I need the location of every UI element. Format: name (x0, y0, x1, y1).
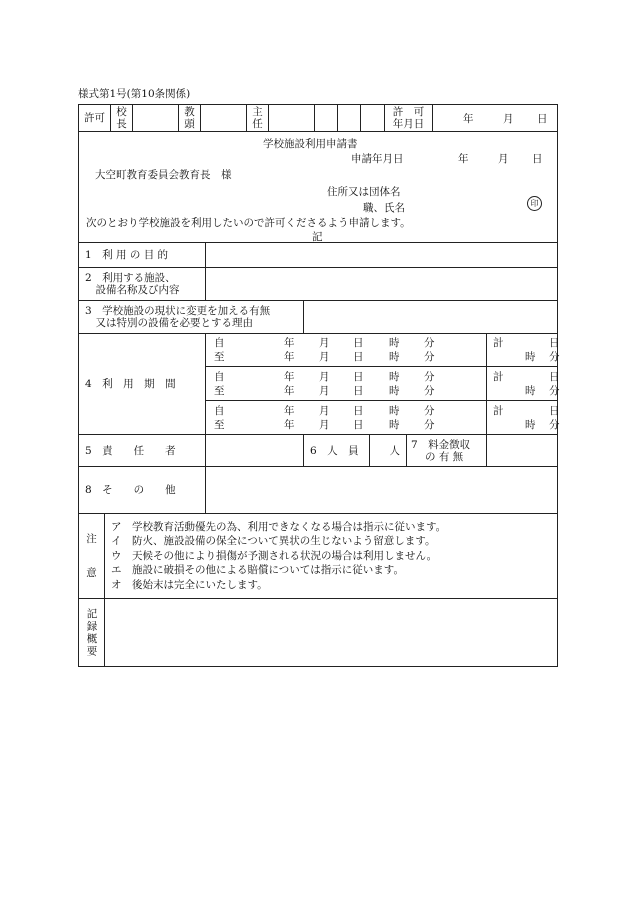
period-range-1[interactable]: 自 年 月 日 時 分 至 年 月 日 時 分 (206, 334, 487, 367)
period-total-1[interactable]: 計 日 時 分 (487, 334, 558, 367)
shunin-label: 主 任 (252, 106, 263, 130)
period-range-2[interactable]: 自 年 月 日 時 分 至 年 月 日 時 分 (206, 367, 487, 401)
shunin-stamp-cell[interactable] (269, 105, 315, 132)
application-date-day[interactable]: 日 (532, 153, 543, 165)
note-item: エ 施設に破損その他による賠償については指示に従います。 (111, 564, 404, 577)
change-label: 3 学校施設の現状に変更を加える有無 又は特別の設備を必要とする理由 (79, 301, 304, 334)
responsible-label: 5 責 任 者 (79, 435, 206, 467)
note-item: イ 防火、施設設備の保全について異状の生じないよう留意します。 (111, 535, 436, 548)
kyoka-date-label: 許 可 年月日 (392, 106, 425, 130)
name-label: 職、氏名 (363, 202, 405, 214)
note-item: ア 学校教育活動優先の為、利用できなくなる場合は指示に従います。 (111, 520, 447, 533)
facility-label: 2 利用する施設、 設備名称及び内容 (79, 268, 206, 301)
note-item: オ 後始末は完全にいたします。 (111, 578, 268, 591)
other-label: 8 そ の 他 (79, 467, 206, 514)
kocho-label: 校 長 (116, 106, 127, 130)
people-field[interactable]: 人 (370, 435, 407, 467)
kyoka-date-field[interactable]: 年 月 日 (433, 105, 558, 132)
kyoto-stamp-cell[interactable] (201, 105, 247, 132)
request-text: 次のとおり学校施設を利用したいので許可くださるよう申請します。 (86, 217, 411, 229)
addressee: 大空町教育委員会教育長 様 (95, 169, 232, 181)
stamp-cell-extra-2[interactable] (338, 105, 361, 132)
application-date-year[interactable]: 年 (458, 153, 469, 165)
period-total-2[interactable]: 計 日 時 分 (487, 367, 558, 401)
application-header (78, 130, 558, 243)
purpose-label: 1 利 用 の 目 的 (79, 243, 206, 268)
kocho-stamp-cell[interactable] (133, 105, 179, 132)
other-field[interactable] (206, 467, 558, 514)
people-label: 6 人 員 (304, 435, 370, 467)
application-date-month[interactable]: 月 (498, 153, 509, 165)
form-title: 学校施設利用申請書 (263, 138, 358, 150)
seal-icon: 印 (527, 196, 542, 211)
fee-label: 7 料金徴収 の 有 無 (407, 435, 487, 467)
main-table (78, 242, 558, 667)
notes-label: 注 意 (79, 514, 105, 599)
notes-list (105, 514, 558, 599)
note-item: ウ 天候その他により損傷が予測される状況の場合は利用しません。 (111, 549, 438, 562)
application-date-label: 申請年月日 (351, 153, 404, 165)
record-field[interactable] (105, 599, 558, 667)
kyoka-label: 許可 (79, 105, 111, 132)
ki-label: 記 (312, 231, 323, 243)
change-field[interactable] (304, 301, 558, 334)
responsible-field[interactable] (206, 435, 304, 467)
period-range-3[interactable]: 自 年 月 日 時 分 至 年 月 日 時 分 (206, 401, 487, 435)
form-caption: 様式第1号(第10条関係) (78, 88, 191, 100)
purpose-field[interactable] (206, 243, 558, 268)
stamp-cell-extra-3[interactable] (361, 105, 385, 132)
record-label: 記録概要 (79, 599, 105, 667)
kyoto-label: 教 頭 (184, 106, 195, 130)
period-total-3[interactable]: 計 日 時 分 (487, 401, 558, 435)
approval-table (78, 104, 558, 132)
address-label: 住所又は団体名 (327, 186, 401, 198)
stamp-cell-extra-1[interactable] (315, 105, 338, 132)
fee-field[interactable] (487, 435, 558, 467)
period-label: 4 利 用 期 間 (79, 334, 206, 435)
facility-field[interactable] (206, 268, 558, 301)
